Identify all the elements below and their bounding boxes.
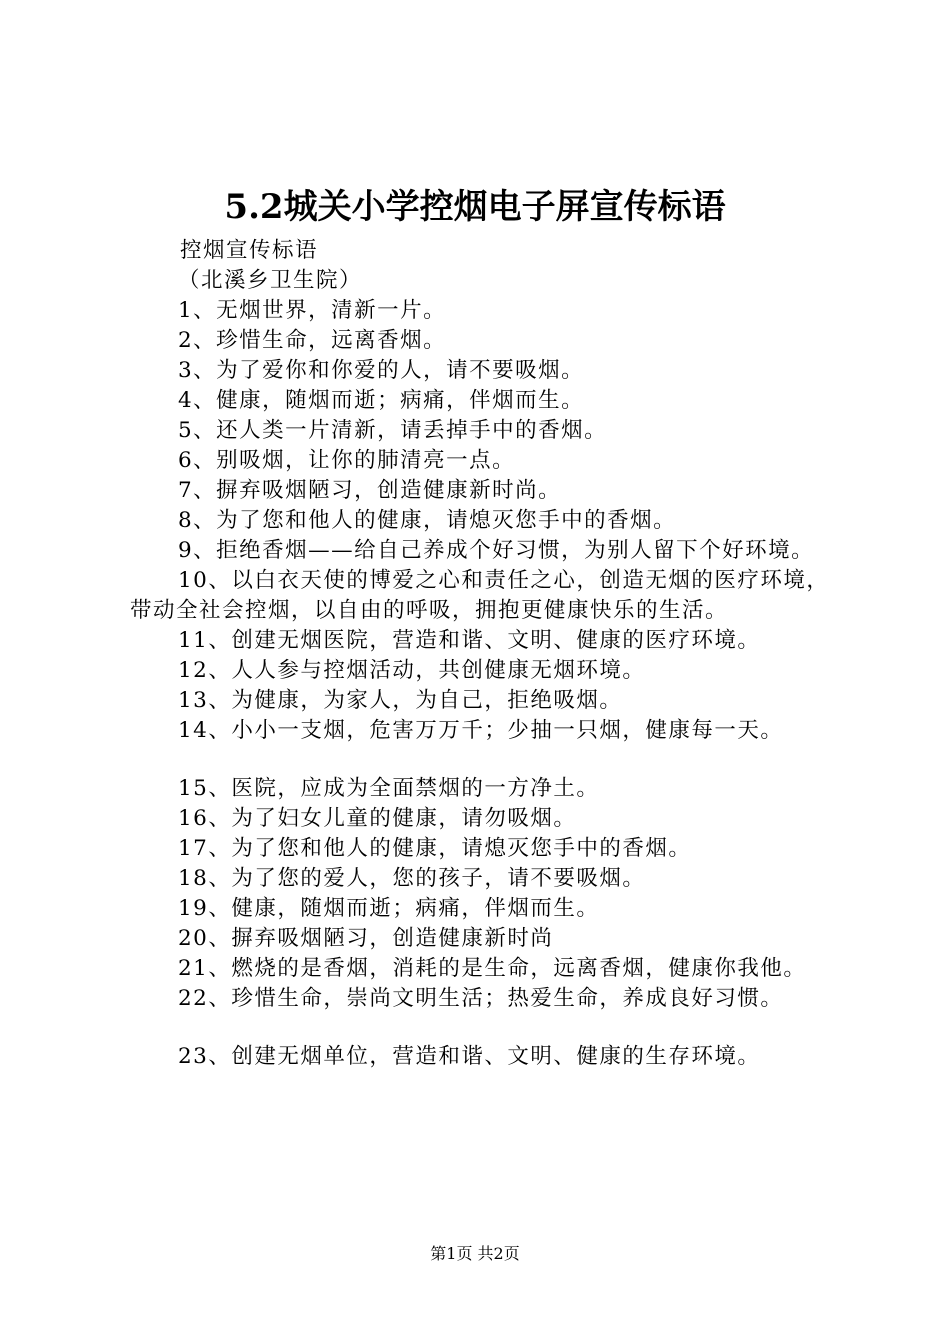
slogan-item: 12、人人参与控烟活动，共创健康无烟环境。 (178, 658, 646, 683)
slogan-item: 16、为了妇女儿童的健康，请勿吸烟。 (178, 806, 577, 831)
slogan-item: 1、无烟世界，清新一片。 (178, 298, 447, 323)
slogan-item: 22、珍惜生命，崇尚文明生活；热爱生命，养成良好习惯。 (178, 986, 784, 1011)
slogan-item: 9、拒绝香烟——给自己养成个好习惯，为别人留下个好环境。 (178, 538, 815, 563)
slogan-item: 20、摒弃吸烟陋习，创造健康新时尚 (178, 926, 554, 951)
slogan-item: 13、为健康，为家人，为自己，拒绝吸烟。 (178, 688, 623, 713)
slogan-item: 23、创建无烟单位，营造和谐、文明、健康的生存环境。 (178, 1044, 761, 1069)
slogan-item: 18、为了您的爱人，您的孩子，请不要吸烟。 (178, 866, 646, 891)
slogan-item: 3、为了爱你和你爱的人，请不要吸烟。 (178, 358, 585, 383)
slogan-item: 10、以白衣天使的博爱之心和责任之心，创造无烟的医疗环境，带动全社会控烟，以自由的呼吸，拥抱更健康快乐的生活。 (130, 568, 830, 623)
slogan-item: 19、健康，随烟而逝；病痛，伴烟而生。 (178, 896, 600, 921)
slogan-item: 11、创建无烟医院，营造和谐、文明、健康的医疗环境。 (178, 628, 761, 653)
document-title: 5.2城关小学控烟电子屏宣传标语 (224, 187, 726, 227)
slogan-item: 15、医院，应成为全面禁烟的一方净土。 (178, 776, 600, 801)
slogan-item: 17、为了您和他人的健康，请熄灭您手中的香烟。 (178, 836, 692, 861)
slogan-item: 6、别吸烟，让你的肺清亮一点。 (178, 448, 516, 473)
slogan-item: 7、摒弃吸烟陋习，创造健康新时尚。 (178, 478, 562, 503)
slogan-item: 2、珍惜生命，远离香烟。 (178, 328, 447, 353)
document-source: （北溪乡卫生院） (178, 268, 363, 293)
page-footer: 第1页 共2页 (430, 1244, 520, 1263)
document-subtitle: 控烟宣传标语 (180, 238, 319, 263)
slogan-item: 21、燃烧的是香烟，消耗的是生命，远离香烟，健康你我他。 (178, 956, 807, 981)
slogan-item: 14、小小一支烟，危害万万千；少抽一只烟，健康每一天。 (178, 718, 784, 743)
slogan-item: 5、还人类一片清新，请丢掉手中的香烟。 (178, 418, 608, 443)
document-body (130, 236, 845, 1072)
slogan-item: 8、为了您和他人的健康，请熄灭您手中的香烟。 (178, 508, 677, 533)
slogan-item: 4、健康，随烟而逝；病痛，伴烟而生。 (178, 388, 585, 413)
